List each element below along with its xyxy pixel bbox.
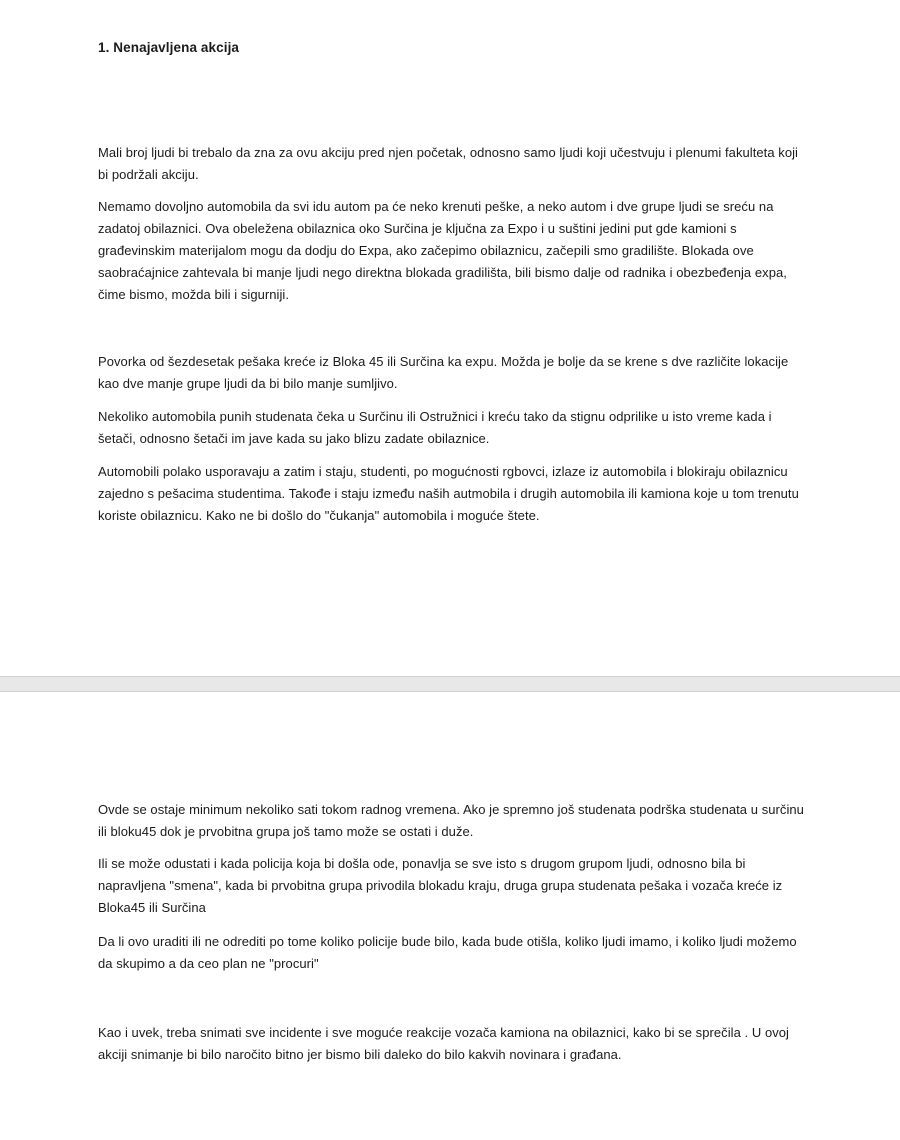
paragraph-text: Automobili polako usporavaju a zatim i staju, studenti, po mogućnosti rgbovci, izlaze iz automobila i blokiraju obilaznicu zajedno s pešacima studentima. Takođe i staju između naših autmobila i drugih automobila ili kamiona koje u tom trenutu koriste obilaznicu. Kako ne bi došlo do "čukanja" automobila i moguće štete. bbox=[98, 464, 799, 523]
paragraph-text: Povorka od šezdesetak pešaka kreće iz Bloka 45 ili Surčina ka expu. Možda je bolje da se krene s dve različite lokacije kao dve manje grupe ljudi da bi bilo manje sumljivo. bbox=[98, 354, 789, 391]
paragraph-4 bbox=[98, 406, 810, 450]
section-heading: 1. Nenajavljena akcija bbox=[98, 40, 240, 55]
document-page-2 bbox=[0, 692, 900, 1140]
paragraph-7 bbox=[98, 853, 810, 919]
paragraph-text: Da li ovo uraditi ili ne odrediti po tome koliko policije bude bilo, kada bude otišla, koliko ljudi imamo, i koliko ljudi možemo da skupimo a da ceo plan ne "procuri" bbox=[98, 934, 797, 971]
paragraph-6 bbox=[98, 799, 810, 843]
paragraph-2 bbox=[98, 196, 810, 306]
paragraph-text: Ovde se ostaje minimum nekoliko sati tokom radnog vremena. Ako je spremno još studenata podrška studenata u surčinu ili bloku45 dok je prvobitna grupa još tamo može se ostati i duže. bbox=[98, 802, 804, 839]
paragraph-9 bbox=[98, 1022, 810, 1066]
paragraph-1 bbox=[98, 142, 810, 186]
paragraph-3 bbox=[98, 351, 810, 395]
paragraph-8 bbox=[98, 931, 810, 975]
paragraph-5 bbox=[98, 461, 810, 527]
paragraph-text: Ili se može odustati i kada policija koja bi došla ode, ponavlja se sve isto s drugom grupom ljudi, odnosno bila bi napravljena "smena", kada bi prvobitna grupa privodila blokadu kraju, druga grupa studenata pešaka i vozača kreće iz Bloka45 ili Surčina bbox=[98, 856, 783, 915]
paragraph-text: Nekoliko automobila punih studenata čeka u Surčinu ili Ostružnici i kreću tako da stignu odprilike u isto vreme kada i šetači, odnosno šetači im jave kada su jako blizu zadate obilaznice. bbox=[98, 409, 772, 446]
paragraph-text: Mali broj ljudi bi trebalo da zna za ovu akciju pred njen početak, odnosno samo ljudi koji učestvuju i plenumi fakulteta koji bi podržali akciju. bbox=[98, 145, 798, 182]
paragraph-text: Kao i uvek, treba snimati sve incidente i sve moguće reakcije vozača kamiona na obilaznici, kako bi se sprečila . U ovoj akciji snimanje bi bilo naročito bitno jer bismo bili daleko do bilo kakvih novinara i građana. bbox=[98, 1025, 789, 1062]
paragraph-text: Nemamo dovoljno automobila da svi idu autom pa će neko krenuti peške, a neko autom i dve grupe ljudi se sreću na zadatoj obilaznici. Ova obeležena obilaznica oko Surčina je ključna za Expo i u suštini jedini put gde kamioni s građevinskim materijalom mogu da dodju do Expa, ako začepimo obilaznicu, začepili smo gradilište. Blokada ove saobraćajnice zahtevala bi manje ljudi nego direktna blokada gradilišta, bili bismo dalje od radnika i obezbeđenja expa, čime bismo, možda bili i sigurniji. bbox=[98, 199, 787, 302]
page-break-separator bbox=[0, 676, 900, 692]
